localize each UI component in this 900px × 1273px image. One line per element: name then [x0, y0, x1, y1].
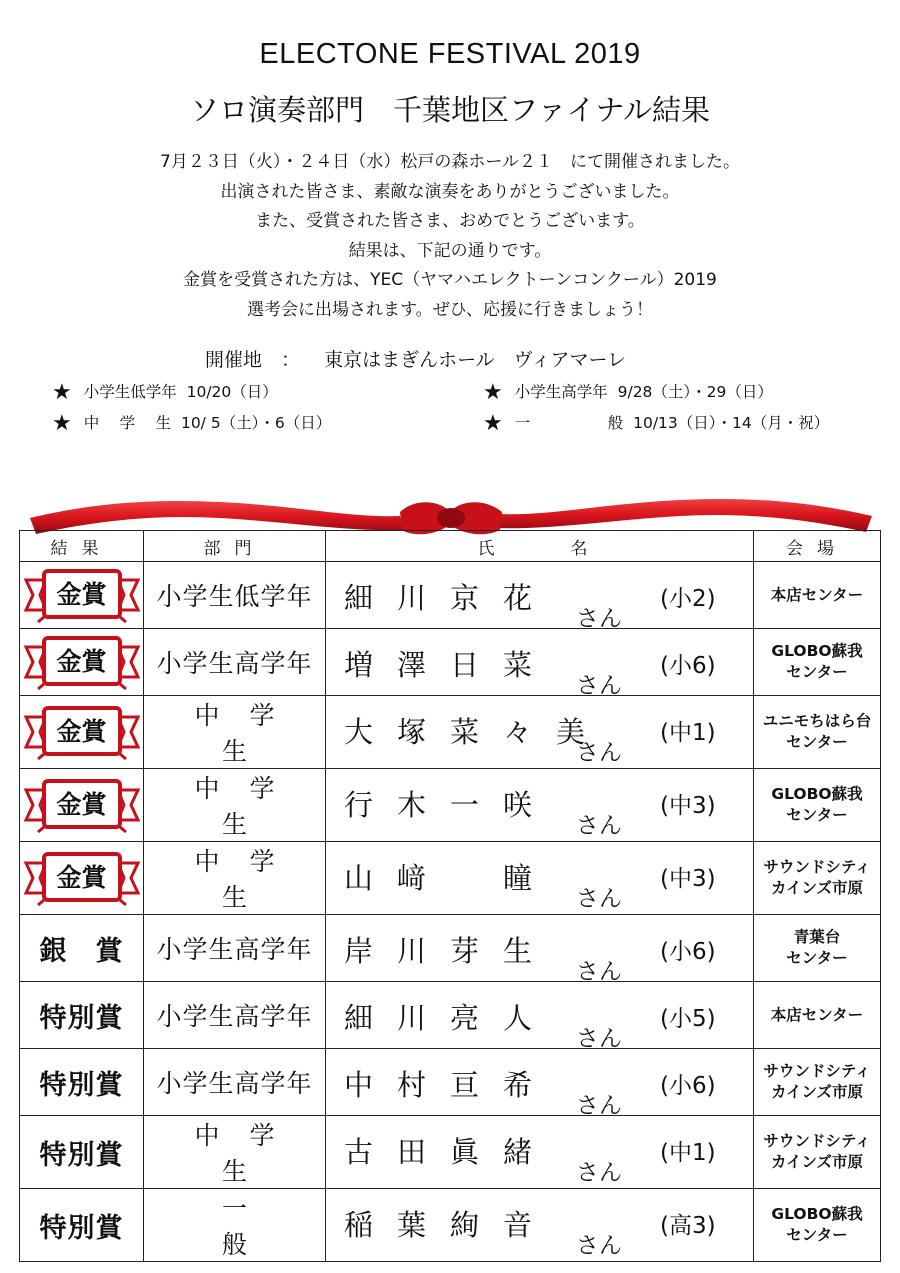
header-result: 結果: [20, 531, 144, 562]
table-row: [20, 1049, 881, 1116]
award-label: 金賞: [56, 863, 107, 892]
hall-line: GLOBO蘇我: [771, 1205, 863, 1223]
grade-label: (小5): [660, 1006, 716, 1032]
gold-award-badge: [24, 633, 140, 691]
hall-cell: [754, 696, 881, 769]
division-cell: 小学生高学年: [144, 1049, 326, 1116]
grade-label: (高3): [660, 1213, 716, 1239]
hall-line: サウンドシティ: [763, 1062, 871, 1080]
honorific-label: さん: [576, 886, 622, 912]
hall-line: センター: [786, 806, 848, 824]
award-cell: [20, 915, 144, 982]
schedule-category: 小学生高学年: [514, 383, 608, 401]
schedule-date: 9/28（土）・29（日）: [617, 383, 773, 401]
hall-cell: [754, 629, 881, 696]
grade-label: (小2): [660, 586, 716, 612]
hall-cell: [754, 769, 881, 842]
participant-name: 細川京花: [344, 581, 557, 615]
schedule-item: [52, 411, 331, 436]
name-cell: [326, 1189, 754, 1262]
award-label: 特別賞: [39, 1069, 124, 1101]
award-cell: [20, 562, 144, 629]
grade-label: (中1): [660, 1140, 716, 1166]
division-cell: 小学生高学年: [144, 629, 326, 696]
award-label: 金賞: [56, 580, 107, 609]
award-cell: [20, 1189, 144, 1262]
header-hall: 会場: [754, 531, 881, 562]
honorific-label: さん: [576, 1026, 622, 1052]
intro-line: 金賞を受賞された方は、YEC（ヤマハエレクトーンコンクール）2019: [183, 270, 717, 290]
venue-line: [205, 345, 626, 372]
award-label: 金賞: [56, 790, 107, 819]
venue-name: 東京はまぎんホール ヴィアマーレ: [324, 349, 627, 371]
gold-award-badge: [24, 703, 140, 761]
hall-line: センター: [786, 663, 848, 681]
intro-text: [0, 148, 900, 325]
hall-line: センター: [786, 949, 848, 967]
award-label: 特別賞: [39, 1002, 124, 1034]
award-cell: [20, 842, 144, 915]
schedule-date: 10/13（日）・14（月・祝）: [633, 414, 830, 432]
division-cell: 中学生: [144, 696, 326, 769]
participant-name: 古田眞緒: [344, 1135, 557, 1169]
honorific-label: さん: [576, 740, 622, 766]
hall-line: GLOBO蘇我: [771, 785, 863, 803]
hall-cell: [754, 915, 881, 982]
division-cell: 中学生: [144, 1116, 326, 1189]
award-cell: [20, 1116, 144, 1189]
name-cell: [326, 696, 754, 769]
hall-line: GLOBO蘇我: [771, 642, 863, 660]
name-cell: [326, 915, 754, 985]
name-cell: [326, 842, 754, 915]
participant-name: 中村亘希: [344, 1068, 557, 1102]
schedule-date: 10/20（日）: [186, 383, 278, 401]
hall-line: 本店センター: [770, 585, 864, 604]
hall-cell: [754, 1189, 881, 1262]
table-row: [20, 915, 881, 982]
gold-award-badge: [24, 566, 140, 624]
hall-line: ユニモちはら台: [762, 712, 872, 730]
division-cell: 中学生: [144, 842, 326, 915]
honorific-label: さん: [576, 1093, 622, 1119]
honorific-label: さん: [576, 606, 622, 632]
table-row: [20, 562, 881, 629]
award-label: 金賞: [56, 647, 107, 676]
star-icon: ★: [483, 411, 503, 436]
gold-award-badge: [24, 776, 140, 834]
name-cell: [326, 982, 754, 1052]
hall-cell: [754, 1116, 881, 1189]
schedule-date: 10/ 5（土）・6（日）: [180, 414, 332, 432]
venue-label: 開催地 ：: [205, 349, 301, 371]
schedule-item: [52, 380, 278, 405]
participant-name: 山﨑 瞳: [344, 861, 557, 895]
participant-name: 行木一咲: [344, 788, 557, 822]
award-label: 特別賞: [39, 1212, 124, 1244]
award-label: 金賞: [56, 717, 107, 746]
header-division: 部門: [144, 531, 326, 562]
schedule-category: 中 学 生: [83, 414, 172, 432]
name-cell: [326, 1049, 754, 1119]
results-table: [19, 530, 881, 1262]
hall-line: サウンドシティ: [763, 1132, 871, 1150]
table-row: [20, 696, 881, 769]
participant-name: 岸川芽生: [344, 934, 557, 968]
schedule-category: 小学生低学年: [83, 383, 177, 401]
table-row: [20, 842, 881, 915]
hall-cell: [754, 1049, 881, 1116]
participant-name: 大塚菜々美: [344, 715, 610, 749]
hall-line: カインズ市原: [770, 1083, 864, 1101]
hall-line: 青葉台: [793, 928, 841, 946]
honorific-label: さん: [576, 673, 622, 699]
honorific-label: さん: [576, 1233, 622, 1259]
intro-line: また、受賞された皆さま、おめでとうございます。: [255, 211, 645, 231]
grade-label: (中3): [660, 866, 716, 892]
table-row: [20, 1116, 881, 1189]
name-cell: [326, 629, 754, 699]
honorific-label: さん: [576, 813, 622, 839]
hall-cell: [754, 562, 881, 629]
grade-label: (小6): [660, 939, 716, 965]
schedule-category: 一 般: [514, 414, 624, 432]
hall-cell: [754, 842, 881, 915]
intro-line: 出演された皆さま、素敵な演奏をありがとうございました。: [220, 181, 680, 202]
page-title: ELECTONE FESTIVAL 2019: [259, 38, 641, 70]
intro-line: 7月２３日（火）・２４日（水）松戸の森ホール２１ にて開催されました。: [160, 152, 740, 172]
division-cell: 小学生低学年: [144, 562, 326, 629]
page-subtitle: ソロ演奏部門 千葉地区ファイナル結果: [190, 93, 710, 127]
award-cell: [20, 696, 144, 769]
award-cell: [20, 982, 144, 1049]
participant-name: 稲葉絢音: [344, 1208, 557, 1242]
honorific-label: さん: [576, 959, 622, 985]
table-header-row: [20, 531, 881, 562]
award-cell: [20, 1049, 144, 1116]
award-label: 特別賞: [39, 1139, 124, 1171]
hall-line: センター: [786, 733, 848, 751]
hall-line: 本店センター: [770, 1005, 864, 1024]
grade-label: (小6): [660, 1073, 716, 1099]
honorific-label: さん: [576, 1160, 622, 1186]
star-icon: ★: [483, 380, 503, 405]
star-icon: ★: [52, 411, 72, 436]
intro-line: 結果は、下記の通りです。: [348, 240, 552, 261]
division-cell: 中学生: [144, 769, 326, 842]
hall-cell: [754, 982, 881, 1049]
schedule-item: [483, 411, 829, 436]
gold-award-badge: [24, 849, 140, 907]
table-row: [20, 982, 881, 1049]
table-row: [20, 769, 881, 842]
participant-name: 細川亮人: [344, 1001, 557, 1035]
hall-line: センター: [786, 1226, 848, 1244]
name-cell: [326, 769, 754, 842]
hall-line: サウンドシティ: [763, 858, 871, 876]
intro-line: 選考会に出場されます。ぜひ、応援に行きましょう！: [247, 299, 653, 320]
schedule-item: [483, 380, 773, 405]
hall-line: カインズ市原: [770, 879, 864, 897]
table-row: [20, 629, 881, 696]
award-label: 銀 賞: [39, 935, 124, 967]
award-cell: [20, 629, 144, 696]
division-cell: 一 般: [144, 1189, 326, 1262]
name-cell: [326, 1116, 754, 1189]
grade-label: (中3): [660, 793, 716, 819]
star-icon: ★: [52, 380, 72, 405]
grade-label: (小6): [660, 653, 716, 679]
hall-line: カインズ市原: [770, 1153, 864, 1171]
name-cell: [326, 562, 754, 632]
grade-label: (中1): [660, 720, 716, 746]
division-cell: 小学生高学年: [144, 982, 326, 1049]
division-cell: 小学生高学年: [144, 915, 326, 982]
participant-name: 増澤日菜: [344, 648, 557, 682]
table-row: [20, 1189, 881, 1262]
award-cell: [20, 769, 144, 842]
header-name: 氏 名: [326, 531, 754, 562]
